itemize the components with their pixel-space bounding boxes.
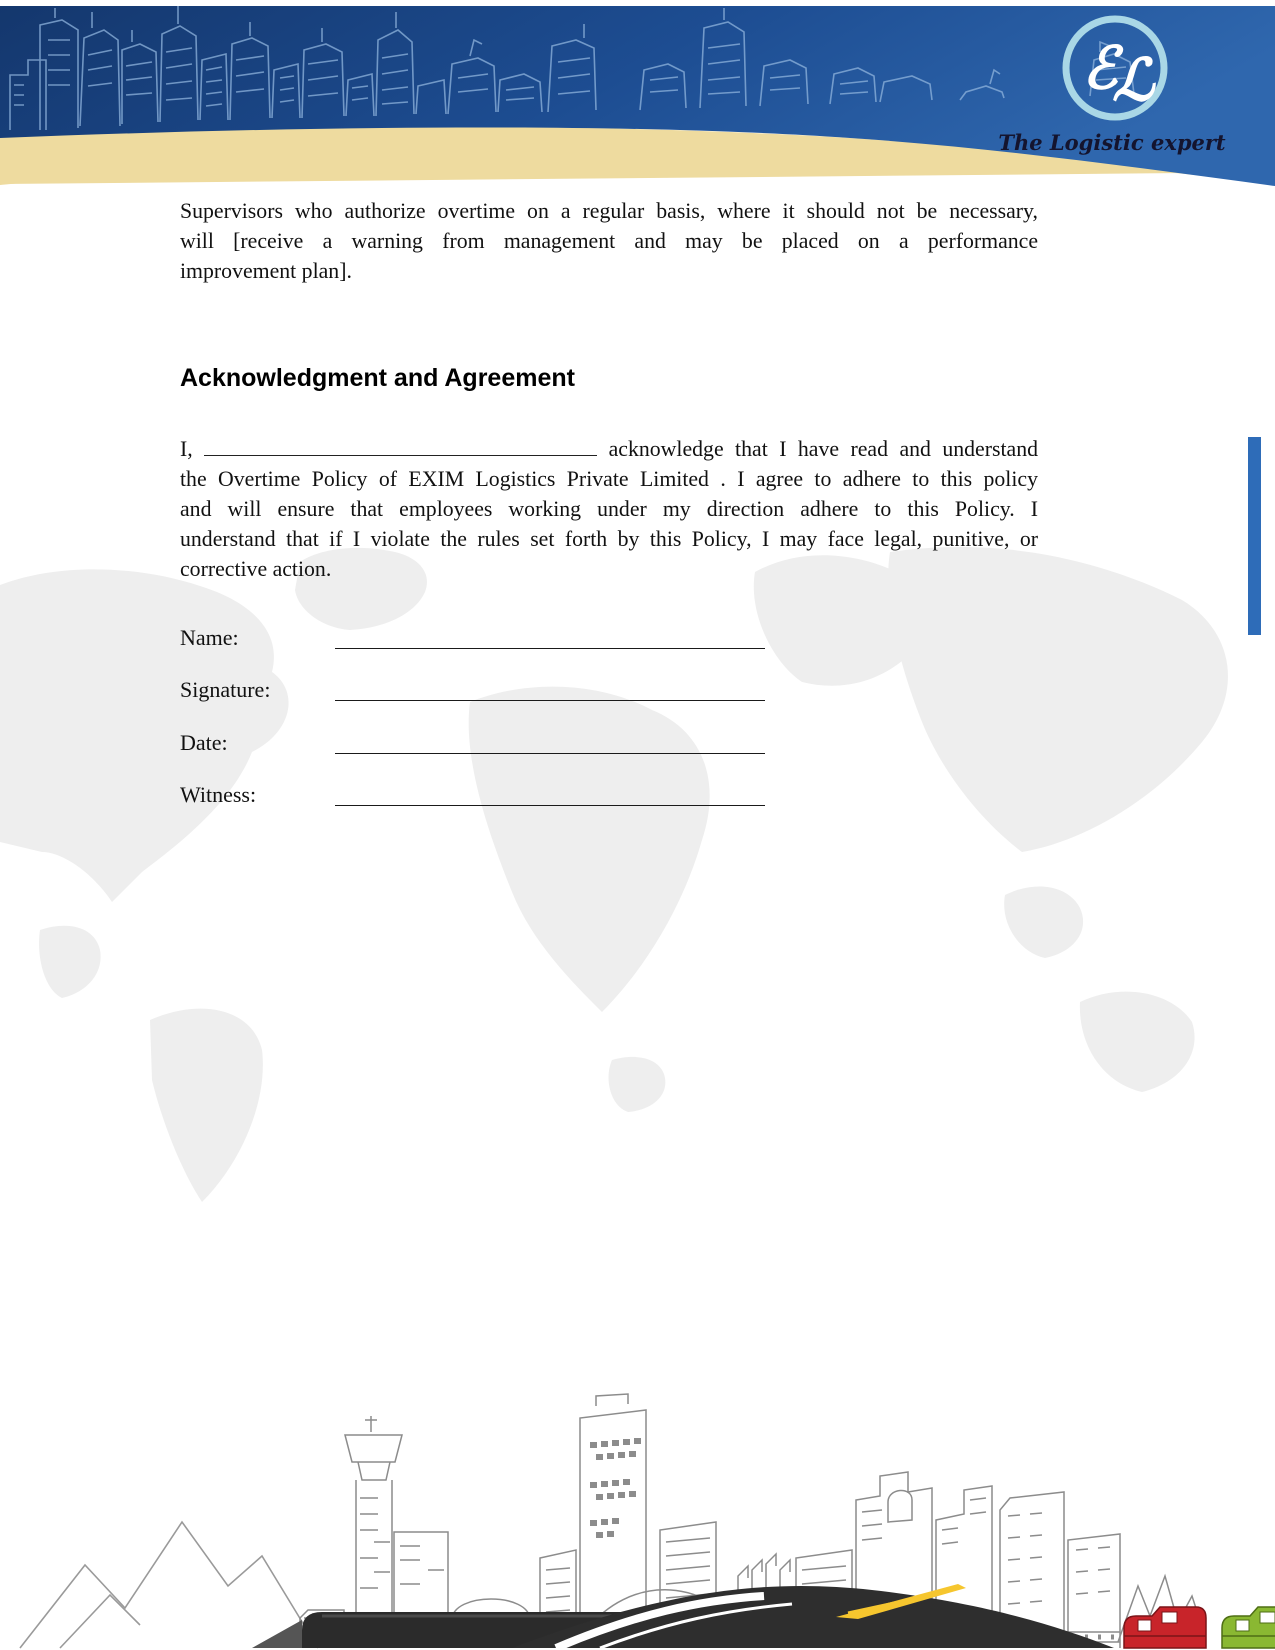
- red-truck-icon: [1124, 1607, 1206, 1648]
- agreement-line-with-blank: [180, 434, 1038, 464]
- mountains-left-sketch: [20, 1522, 318, 1648]
- paragraph-line: understand that if I violate the rules set forth by this Policy, I may face legal, punitive, or: [180, 527, 1038, 551]
- agreement-paragraph: [180, 434, 1038, 584]
- signature-line: [335, 700, 765, 701]
- header-banner: [0, 0, 1275, 205]
- signature-line: [335, 753, 765, 754]
- paragraph-line: Supervisors who authorize overtime on a regular basis, where it should not be necessary,: [180, 199, 1038, 223]
- section-heading: Acknowledgment and Agreement: [180, 364, 575, 392]
- logo-monogram-l: ℒ: [1112, 46, 1154, 114]
- paragraph-line: will [receive a warning from management and may be placed on a performance: [180, 229, 1038, 253]
- intro-paragraph: [180, 196, 1038, 286]
- signature-line: [335, 805, 765, 806]
- green-truck-icon: [1222, 1607, 1275, 1648]
- signature-row-name: [180, 625, 1038, 655]
- name-blank-line: [204, 435, 597, 456]
- field-label: Name:: [180, 625, 239, 650]
- paragraph-line: improvement plan].: [180, 259, 352, 283]
- signature-row-signature: [180, 677, 1038, 707]
- paragraph-line: corrective action.: [180, 557, 332, 581]
- bottom-illustration: [0, 1380, 1275, 1650]
- logo-monogram-e: ℰ: [1082, 34, 1118, 102]
- logo-tagline: The Logistic expert: [998, 130, 1226, 155]
- right-accent-bar: [1248, 437, 1261, 635]
- signature-row-witness: [180, 782, 1038, 812]
- signature-row-date: [180, 730, 1038, 760]
- paragraph-line: and will ensure that employees working under my direction adhere to this Policy. I: [180, 497, 1038, 521]
- field-label: Signature:: [180, 677, 271, 702]
- signature-line: [335, 648, 765, 649]
- field-label: Witness:: [180, 782, 257, 807]
- agreement-prefix: I,: [180, 437, 193, 461]
- agreement-suffix: acknowledge that I have read and understand: [608, 437, 1039, 461]
- paragraph-line: the Overtime Policy of EXIM Logistics Private Limited . I agree to adhere to this policy: [180, 467, 1038, 491]
- field-label: Date:: [180, 730, 228, 755]
